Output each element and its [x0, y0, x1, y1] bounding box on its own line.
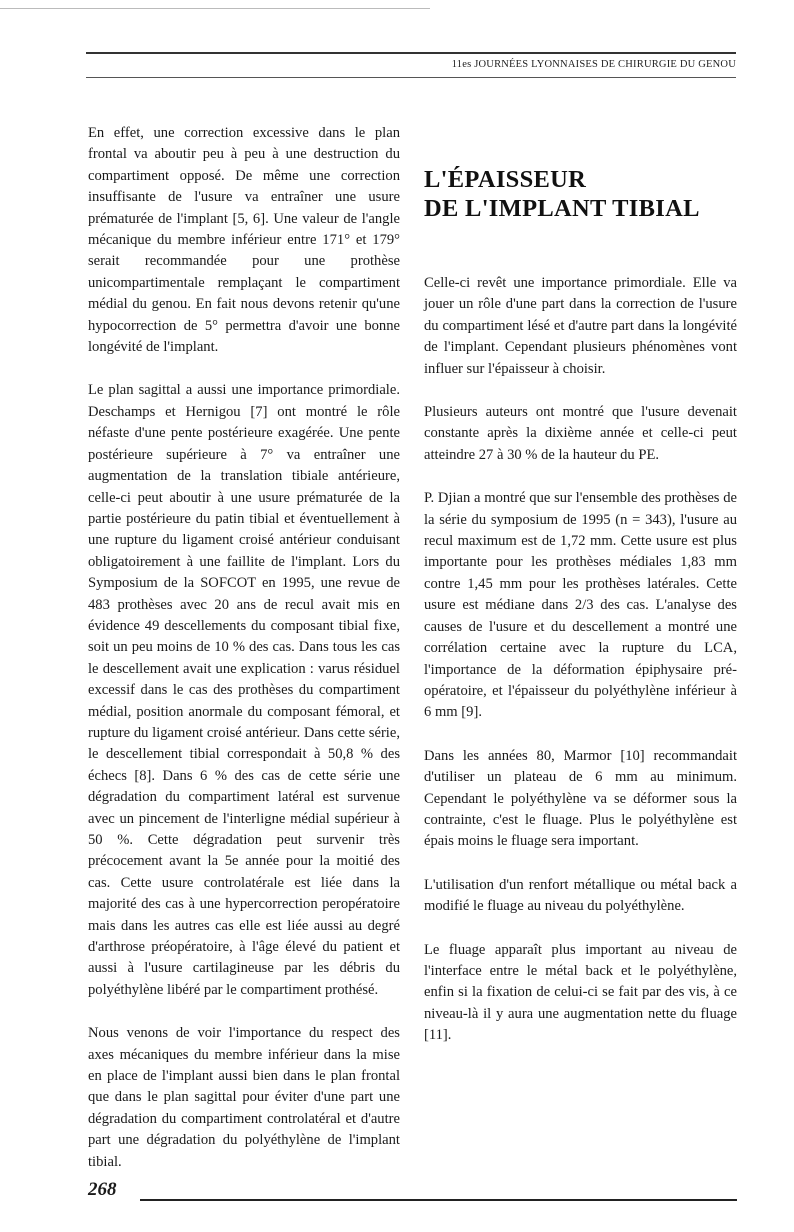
- header-rule-top: [86, 52, 736, 54]
- right-column: [424, 123, 737, 1069]
- section-title: [424, 165, 737, 223]
- paragraph: Nous venons de voir l'importance du respect des axes mécaniques du membre inférieur dans la mise en place de l'implant aussi bien dans le plan frontal que dans le plan sagittal pour éviter d'une part une dégradation du compartiment controlatéral et d'autre part une dégradation du polyéthylène de l'implant tibial.: [88, 1025, 400, 1170]
- paragraph: Le plan sagittal a aussi une importance primordiale. Deschamps et Hernigou [7] ont montré le rôle néfaste d'une pente postérieure exagérée. Une pente postérieure supérieure à 7° va entraîner une augmentation de la translation tibiale antérieure, celle-ci peut aboutir à une usure prématurée de la partie postérieure du patin tibial et éventuellement à une rupture du ligament croisé antérieur conduisant obligatoirement à une faillite de l'implant. Lors du Symposium de la SOFCOT en 1995, une revue de 483 prothèses avec 20 ans de recul avait mis en évidence 49 descellements du composant tibial fixe, soit un peu moins de 10 % des cas. Dans tous les cas le descellement avait une explication : varus résiduel excessif dans le cas des prothèses du compartiment médial, position anormale du composant fémoral, et rupture du ligament croisé antérieur. Dans cette série, le descellement tibial correspondait à 50,8 % des échecs [8]. Dans 6 % des cas de cette série une dégradation du compartiment latéral est survenue avec un pincement de l'interligne médial supérieur à 50 %. Cette dégradation peut survenir très précocement avant la 5e année pour la moitié des cas. Cette usure controlatérale est liée dans la majorité des cas à une hypercorrection peropératoire mais dans les autres cas elle est liée aussi au degré d'arthrose préopératoire, à l'âge élevé du patient et aussi à l'usure cartilagineuse par les débris du polyéthylène libéré par le compartiment prothésé.: [88, 382, 400, 998]
- section-title-line: L'ÉPAISSEUR: [424, 166, 587, 193]
- paragraph: P. Djian a montré que sur l'ensemble des prothèses de la série du symposium de 1995 (n = 343), l'usure au recul maximum est de 1,72 mm. Cette usure est plus importante pour les prothèses médiales 1,83 mm contre 1,45 mm pour les prothèses latérales. Cette usure est médiane dans 2/3 des cas. L'analyse des causes de l'usure et du descellement a montré une corrélation certaine avec la rupture du LCA, l'importance de la déformation épiphysaire pré-opératoire, et l'épaisseur du polyéthylène inférieur à 6 mm [9].: [424, 490, 737, 721]
- paragraph: En effet, une correction excessive dans le plan frontal va aboutir peu à peu à une destruction du compartiment opposé. De même une correction insuffisante de l'usure va entraîner une usure prématurée de l'implant [5, 6]. Une valeur de l'angle mécanique du membre inférieur entre 171° et 179° serait recommandée pour une prothèse unicompartimentale remplaçant le compartiment médial du genou. En fait nous devons retenir qu'une hypocorrection de 5° permettra d'avoir une bonne longévité de l'implant.: [88, 125, 400, 356]
- paragraph: Plusieurs auteurs ont montré que l'usure devenait constante après la dixième année et celle-ci peut atteindre 27 à 30 % de la hauteur du PE.: [424, 404, 737, 463]
- header-rule-bottom: [86, 77, 736, 78]
- paragraph: Dans les années 80, Marmor [10] recommandait d'utiliser un plateau de 6 mm au minimum. Cependant le polyéthylène va se déformer sous la contrainte, c'est le fluage. Plus le polyéthylène est épais moins le fluage sera important.: [424, 747, 737, 850]
- running-head: 11es JOURNÉES LYONNAISES DE CHIRURGIE DU GENOU: [451, 59, 736, 70]
- paragraph: L'utilisation d'un renfort métallique ou métal back a modifié le fluage au niveau du polyéthylène.: [424, 876, 737, 915]
- paragraph: Le fluage apparaît plus important au niveau de l'interface entre le métal back et le polyéthylène, enfin si la fixation de celui-ci se fait par des vis, à ce niveau-là il y aura une augmentation nette du fluage [11].: [424, 941, 737, 1044]
- top-edge-rule: [0, 8, 430, 9]
- page-number: 268: [88, 1179, 117, 1200]
- left-column: [88, 123, 400, 1195]
- section-title-line: DE L'IMPLANT TIBIAL: [424, 195, 700, 222]
- footer-rule: [140, 1199, 737, 1201]
- paragraph: Celle-ci revêt une importance primordiale. Elle va jouer un rôle d'une part dans la correction de l'usure du compartiment lésé et d'autre part dans la longévité de l'implant. Cependant plusieurs phénomènes vont influer sur l'épaisseur à choisir.: [424, 275, 737, 377]
